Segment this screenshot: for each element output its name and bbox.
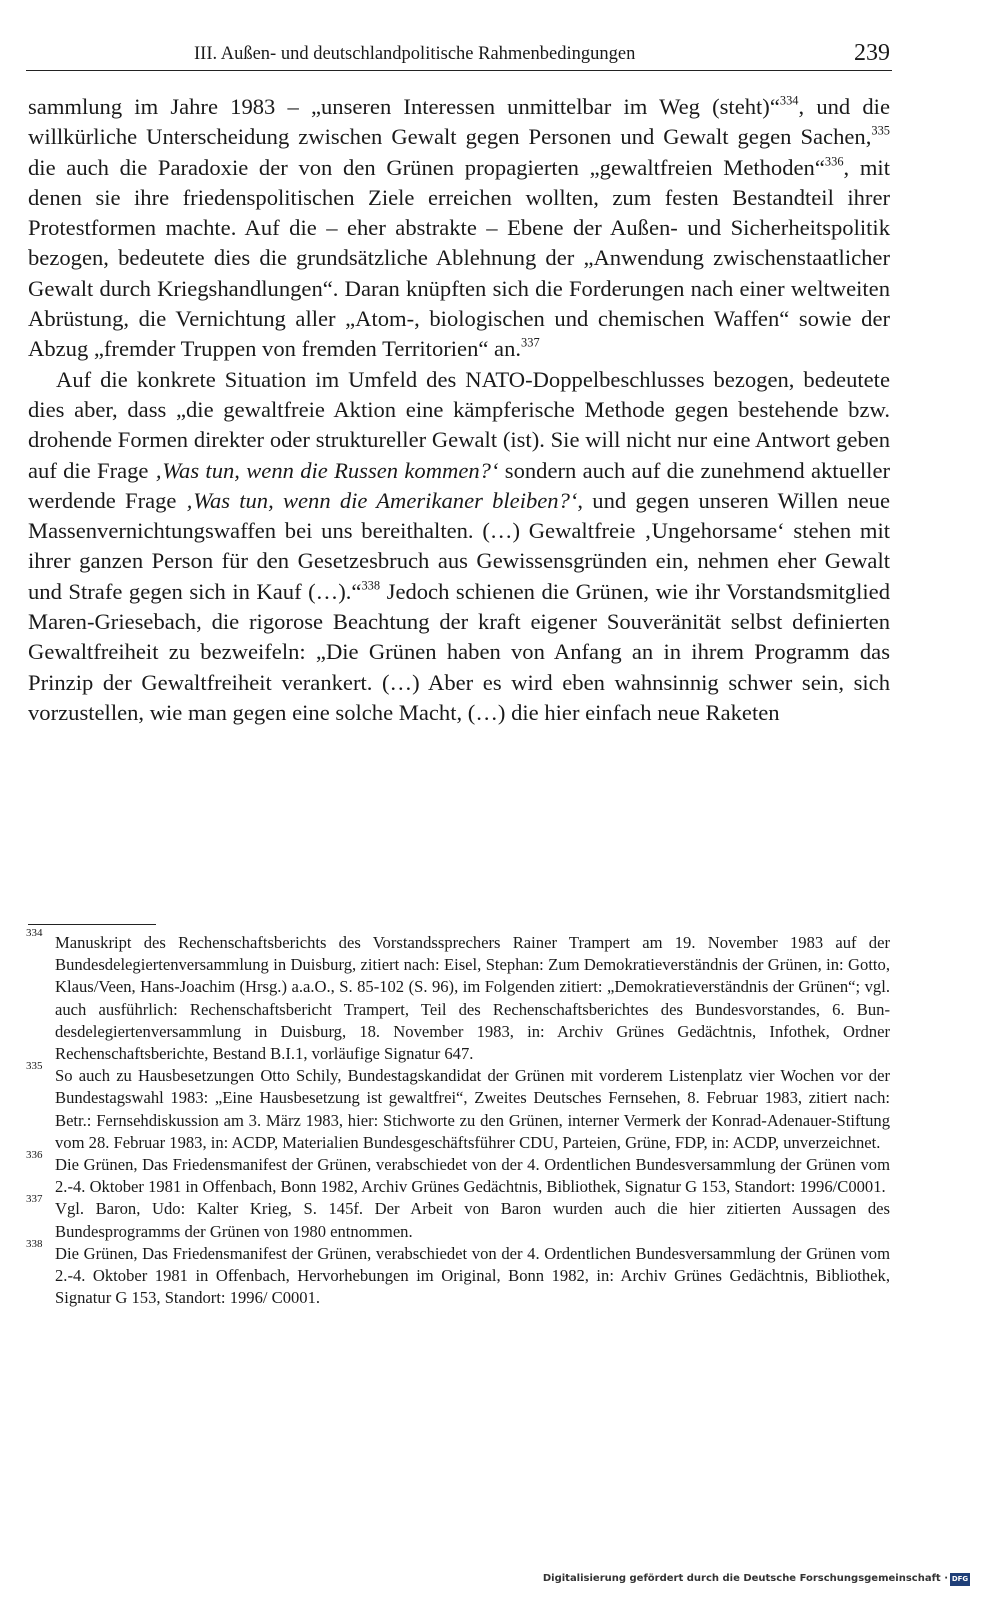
footnote-334 [26,927,890,1065]
page-number: 239 [854,40,890,66]
footnote-ref: 336 [824,154,844,169]
footnote-text: So auch zu Hausbesetzungen Otto Schily, Bundestagskandidat der Grünen mit vorderem Listenplatz vier Wochen vor der Bundestagswahl 1983: „Eine Hausbesetzung ist gewaltfrei“, Zweites Deutsches Fernsehen, 8. Februar 1983, zitiert nach: Betr.: Fernsehdiskussion am 3. März 1983, hier: Stichworte zu den Grünen, interner Vermerk der Konrad-Adenauer-Stiftung vom 28. Februar 1983, in: ACDP, Materialien Bundesgeschäftsführer CDU, Parteien, Grüne, FDP, in: ACDP, unverzeichnet. [55,1066,890,1152]
italic-run: ‚Was tun, wenn die Russen kommen?‘ [154,457,499,483]
footnote-ref: 335 [871,123,890,138]
italic-run: ‚Was tun, wenn die Amerikaner bleiben?‘ [185,487,578,513]
paragraph-1 [28,92,890,365]
footnote-336 [26,1149,890,1198]
footnote-338 [26,1237,890,1310]
page-header [26,40,892,71]
text-run: Jedoch schienen die Grünen, wie ihr Vorstandsmitglied Maren-Griesebach, die rigorose Beachtung der kraft eigener Souveränität selbst definierten Gewaltfreiheit zu bezweifeln: „Die Grünen haben von Anfang an in ihrem Programm das Prinzip der Gewaltfreiheit verankert. (…) Aber es wird eben wahnsinnig schwer sein, sich vorzustellen, wie man gegen eine solche Macht, (…) die hier einfach neue Raketen [28,578,890,725]
dfg-logo-icon: DFG [950,1573,970,1586]
footnote-text: Vgl. Baron, Udo: Kalter Krieg, S. 145f. Der Arbeit von Baron wurden auch die hier zitierten Aussagen des Bundesprogramms der Grünen von 1980 entnommen. [55,1199,890,1241]
footnote-rule [28,924,156,925]
text-run: Auf die konkrete Situation im Umfeld des NATO-Doppelbeschlusses bezogen, bedeutete dies aber, dass „die gewaltfreie Aktion eine kämpferische Methode gegen bestehende bzw. drohende Formen direkter oder struktureller Gewalt (ist). Sie will nicht nur eine Antwort geben auf die Frage [28,366,890,483]
footnote-number: 334 [26,927,43,939]
footnote-number: 336 [26,1149,43,1162]
footnote-337 [26,1193,890,1242]
footnote-number: 335 [26,1060,43,1073]
text-run: , und gegen unseren Willen neue Massenvernichtungswaffen bei uns bereithalten. (…) Gewaltfreie ‚Ungehorsame‘ stehen mit ihrer ganzen Person für den Gesetzesbruch aus Gewissensgründen ein, nehmen eher Gewalt und Strafe gegen sich in Kauf (…).“ [28,487,890,604]
text-run: sondern auch auf die zunehmend aktueller werdende Frage [28,457,891,513]
footnote-text: Manuskript des Rechenschaftsberichts des Vorstandssprechers Rainer Trampert am 19. November 1983 auf der Bundesdelegiertenversammlung in Duisburg, zitiert nach: Eisel, Stephan: Zum Demokratieverständnis der Grünen, in: Gotto, Klaus/Veen, Hans-Joachim (Hrsg.) a.a.O., S. 85-102 (S. 96), im Folgenden zitiert: „Demokratieverständnis der Grünen“; vgl. auch ausführlich: Rechenschaftsbericht Trampert, Teil des Rechenschaftsberichtes des Bundesvorstandes, 6. Bundesdelegiertenversammlung in Duisburg, 18. November 1983, in: Archiv Grünes Gedächtnis, Infothek, Ordner Rechenschaftsberichte, Bestand B.I.1, vorläufige Signatur 647. [55,933,890,1064]
footnote-ref: 334 [779,93,799,108]
text-run: , mit denen sie ihre friedenspolitischen Ziele erreichen wollten, zum festen Bestandteil ihrer Protestformen machte. Auf die – eher abstrakte – Ebene der Außen- und Sicherheitspolitik bezogen, bedeutete dies die grundsätzliche Ablehnung der „Anwendung zwischenstaatlicher Gewalt durch Kriegshandlungen“. Daran knüpften sich die Forderungen nach einer weltweiten Abrüstung, die Vernichtung aller „Atom-, biologischen und chemischen Waffen“ sowie der Abzug „fremder Truppen von fremden Territorien“ an. [28,154,890,362]
footnote-text: Die Grünen, Das Friedensmanifest der Grünen, verabschiedet von der 4. Ordentlichen Bundesversammlung der Grünen vom 2.-4. Oktober 1981 in Offenbach, Hervorhebungen im Original, Bonn 1982, in: Archiv Grünes Gedächtnis, Bibliothek, Signatur G 153, Standort: 1996/ C0001. [55,1243,890,1308]
footnote-ref: 338 [361,578,381,593]
digitization-note: Digitalisierung gefördert durch die Deutsche Forschungsgemeinschaft · [542,1573,948,1584]
paragraph-2 [28,365,890,729]
text-run: sammlung im Jahre 1983 – „unseren Interessen unmittelbar im Weg (steht)“ [28,94,780,119]
footnote-number: 337 [26,1193,43,1206]
footnotes [26,927,890,1309]
body-text [28,92,890,728]
footnote-text: Die Grünen, Das Friedensmanifest der Grünen, verabschiedet von der 4. Ordentlichen Bundesversammlung der Grünen vom 2.-4. Oktober 1981 in Offenbach, Bonn 1982, Archiv Grünes Gedächtnis, Bibliothek, Signatur G 153, Standort: 1996/C0001. [55,1155,890,1197]
text-run: , und die willkürliche Unterscheidung zwischen Gewalt gegen Personen und Gewalt gegen Sachen, [28,94,890,150]
footnote-ref: 337 [521,336,540,351]
footnote-number: 338 [26,1237,43,1250]
text-run: die auch die Paradoxie der von den Grünen propagierten „gewaltfreien Methoden“ [28,154,825,180]
footnote-335 [26,1060,890,1154]
running-head: III. Außen- und deutschlandpolitische Rahmenbedingungen [194,44,636,64]
